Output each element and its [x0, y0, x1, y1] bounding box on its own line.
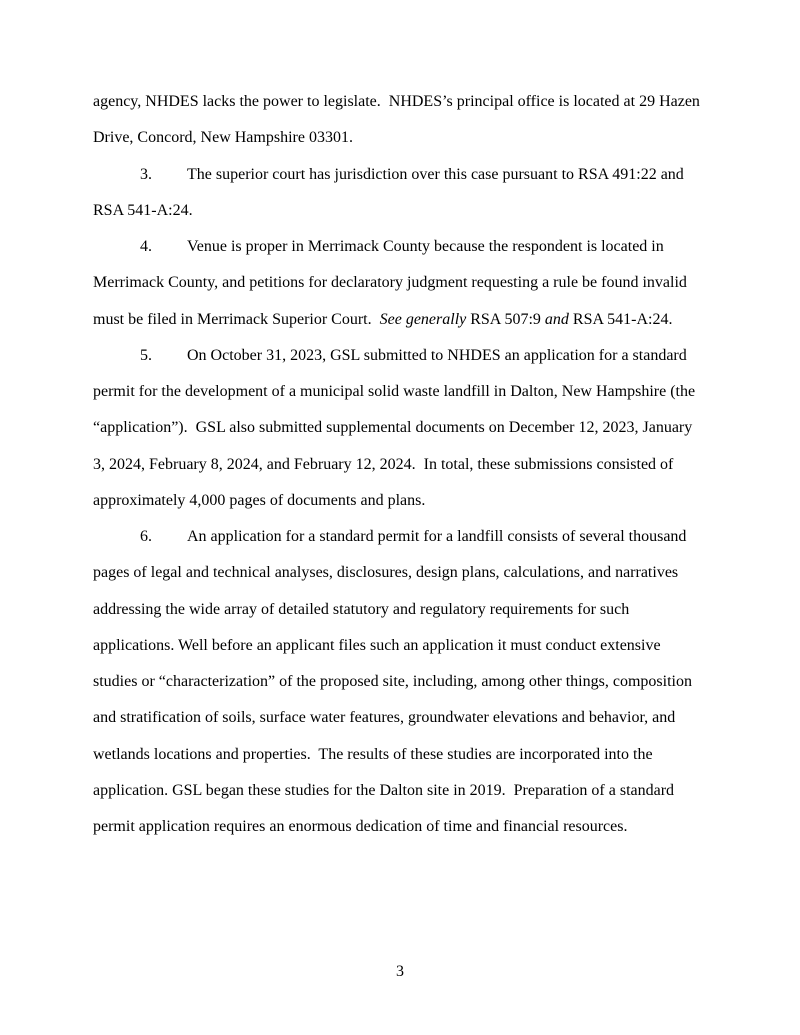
text-run: agency, NHDES lacks the power to legislate. NHDES’s principal office is located at 29 Hazen Drive, Concord, New Hampshire 03301.	[93, 93, 704, 147]
text-run: RSA 507:9	[466, 310, 545, 328]
numbered-paragraph	[93, 338, 707, 519]
page-footer	[0, 962, 800, 982]
text-run: Venue is proper in Merrimack County because the respondent is located in Merrimack County, and petitions for declaratory judgment requesting a rule be found invalid must be filed in Merrimack Superior Court.	[93, 238, 691, 328]
text-run-italic: and	[544, 310, 569, 328]
text-run-italic: See generally	[379, 310, 467, 328]
numbered-paragraph	[93, 157, 707, 230]
paragraph-number: 6.	[140, 528, 152, 545]
document-body	[93, 84, 707, 845]
text-run: An application for a standard permit for a landfill consists of several thousand pages of legal and technical analyses, disclosures, design plans, calculations, and narratives addressing the wide array of detailed statutory and regulatory requirements for such applications. Well before an applicant files such an application it must conduct extensive studies or “characterization” of the proposed site, including, among other things, composition and stratification of soils, surface water features, groundwater elevations and behavior, and wetlands locations and properties. The results of these studies are incorporated into the application. GSL began these studies for the Dalton site in 2019. Preparation of a standard permit application requires an enormous dedication of time and financial resources.	[93, 528, 696, 835]
paragraph	[93, 84, 707, 157]
numbered-paragraph	[93, 519, 707, 845]
text-run: RSA 541-A:24.	[568, 310, 673, 328]
paragraph-number: 3.	[140, 165, 152, 183]
paragraph-number: 4.	[140, 238, 152, 255]
text-run: On October 31, 2023, GSL submitted to NHDES an application for a standard permit for the development of a municipal solid waste landfill in Dalton, New Hampshire (the “application”). GSL also submitted supplemental documents on December 12, 2023, January 3, 2024, February 8, 2024, and February 12, 2024. In total, these submissions consisted of approximately 4,000 pages of documents and plans.	[93, 346, 700, 509]
page-number: 3	[396, 963, 404, 980]
paragraph-number: 5.	[140, 346, 152, 364]
numbered-paragraph	[93, 229, 707, 338]
text-run: The superior court has jurisdiction over this case pursuant to RSA 491:22 and RSA 541-A:24.	[93, 165, 688, 219]
